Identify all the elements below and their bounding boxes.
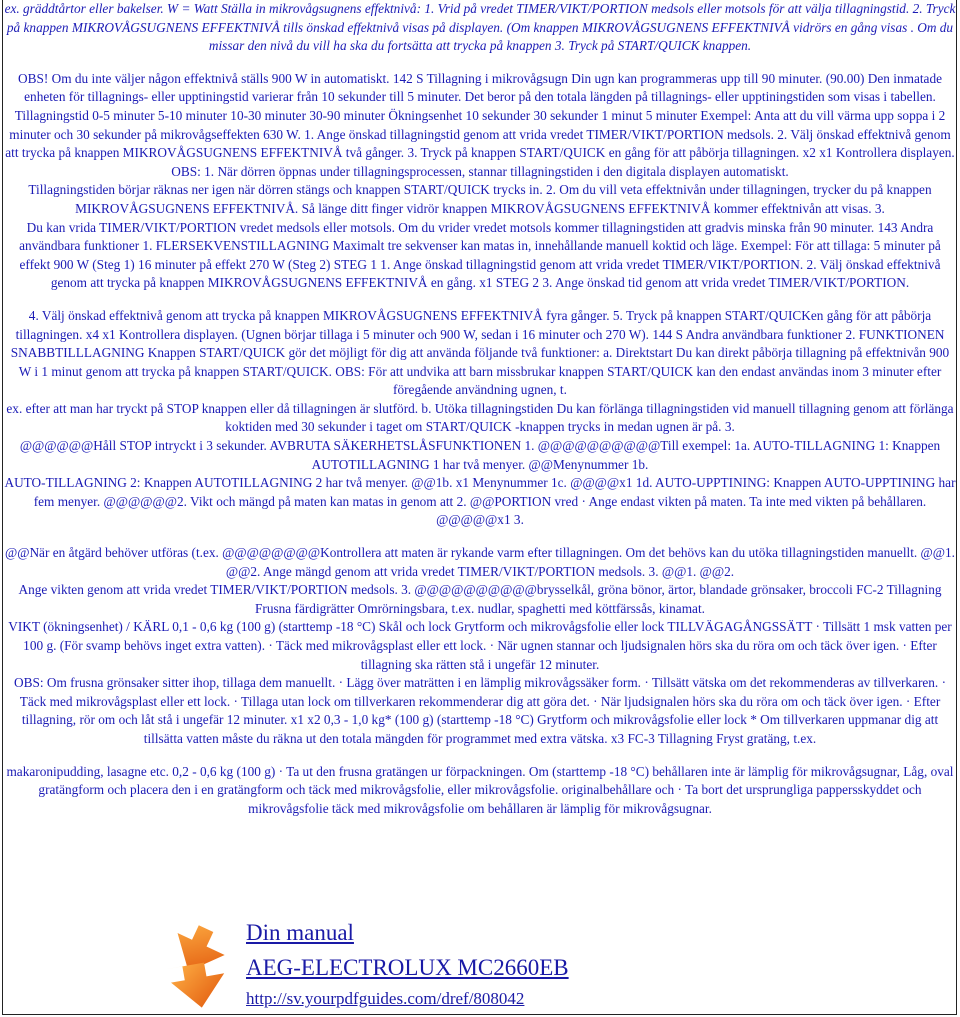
spacer — [4, 749, 956, 763]
paragraph: ex. efter att man har tryckt på STOP knappen eller då tillagningen är slutförd. b. Utöka tillagningstiden Du kan förlänga tillagningstiden vid manuell tillagning genom att förlänga koktiden med 30 sekunder i taget om START/QUICK -knappen trycks in medan ugnen är på. 3. — [6, 400, 954, 435]
paragraph: OBS! Om du inte väljer någon effektnivå ställs 900 W in automatiskt. 142 S Tillagning i mikrovågsugn Din ugn kan programmeras upp till 90 minuter. (90.00) Den inmatade enheten för tillagnings- eller upptiningstid varierar från 10 sekunder till 5 minuter. Det beror på den totala längden på tillagnings- eller upptiningstiden som visas i tabellen. Tillagningstid 0-5 minuter 5-10 minuter 10-30 minuter 30-90 minuter Ökningsenhet 10 sekunder 30 sekunder 1 minut 5 minuter Exempel: Anta att du vill värma upp soppa i 2 minuter och 30 sekunder på mikrovågseffekten 630 W. 1. Ange önskad tillagningstid genom att vrida vredet TIMER/VIKT/PORTION medsols. 2. Välj önskad effektnivå genom att trycka på knappen MIKROVÅGSUGNENS EFFEKTNIVÅ två gånger. 3. Tryck på knappen START/QUICK en gång för att påbörja tillagningen. x2 x1 Kontrollera displayen. OBS: 1. När dörren öppnas under tillagningsprocessen, stannar tillagningstiden i den digitala displayen automatiskt. — [5, 70, 955, 179]
model-link[interactable]: AEG-ELECTROLUX MC2660EB — [246, 955, 569, 980]
arrow-logo-icon — [158, 920, 232, 1014]
spacer — [4, 56, 956, 70]
footer-links — [246, 918, 569, 1010]
paragraph: ex. gräddtårtor eller bakelser. W = Watt Ställa in mikrovågsugnens effektnivå: 1. Vrid på vredet TIMER/VIKT/PORTION medsols eller motsols för att välja tillagningstid. 2. Tryck på knappen MIKROVÅGSUGNENS EFFEKTNIVÅ tills önskad effektnivå visas på displayen. (Om knappen MIKROVÅGSUGNENS EFFEKTNIVÅ vidrörs en gång visas . Om du missar den nivå du vill ha ska du fortsätta att trycka på knappen 3. Tryck på START/QUICK knappen. — [4, 1, 956, 54]
document-body — [4, 0, 956, 818]
paragraph: Ange vikten genom att vrida vredet TIMER/VIKT/PORTION medsols. 3. @@@@@@@@@@brysselkål, gröna bönor, ärtor, blandade grönsaker, broccoli FC-2 Tillagning Frusna färdigrätter Omrörningsbara, t.ex. nudlar, spaghetti med köttfärssås, kinamat. — [18, 582, 942, 616]
paragraph: OBS: Om frusna grönsaker sitter ihop, tillaga dem manuellt. · Lägg över maträtten i en lämplig mikrovågssäker form. · Tillsätt vätska om det rekommenderas av tillverkaren. · Täck med mikrovågsplast eller ett lock. · Tillaga utan lock om tillverkaren rekommenderar dig att göra det. · När ljudsignalen hörs ska du röra om och täck över igen. · Efter tillagning, rör om och låt stå i ungefär 12 minuter. x1 x2 0,3 - 1,0 kg* (100 g) (starttemp -18 °C) Grytform och mikrovågsfolie eller lock * Om tillverkaren uppmanar dig att tillsätta vatten måste du räkna ut den totala mängden för programmet med extra vätska. x3 FC-3 Tillagning Fryst gratäng, t.ex. — [13, 675, 947, 746]
paragraph: makaronipudding, lasagne etc. 0,2 - 0,6 kg (100 g) · Ta ut den frusna gratängen ur förpackningen. Om (starttemp -18 °C) behållaren inte är lämplig för mikrovågsugnar, Låg, oval gratängform och placera den i en gratängform och täck med mikrovågsfolie, eller mikrovågsfolie. originalbehållare och · Ta bort det ursprungliga pappersskyddet och mikrovågsfolie täck med mikrovågsfolie om behållaren är lämplig för mikrovågsugnar. — [6, 763, 954, 816]
footer — [158, 918, 798, 1014]
paragraph: AUTO-TILLAGNING 2: Knappen AUTOTILLAGNING 2 har två menyer. @@1b. x1 Menynummer 1c. @@@@x1 1d. AUTO-UPPTINING: Knappen AUTO-UPPTINING har fem menyer. @@@@@@2. Vikt och mängd på maten kan matas in genom att 2. @@PORTION vred · Ange endast vikten på maten. Ta inte med vikten på behållaren. @@@@@x1 3. — [4, 475, 956, 528]
spacer — [4, 293, 956, 307]
paragraph: Tillagningstiden börjar räknas ner igen när dörren stängs och knappen START/QUICK trycks in. 2. Om du vill veta effektnivån under tillagningen, trycker du på knappen MIKROVÅGSUGNENS EFFEKTNIVÅ. Så länge ditt finger vidrör knappen MIKROVÅGSUGNENS EFFEKTNIVÅ kommer effektnivån att visas. 3. — [28, 182, 932, 216]
manual-link[interactable]: Din manual — [246, 920, 354, 945]
paragraph: 4. Välj önskad effektnivå genom att trycka på knappen MIKROVÅGSUGNENS EFFEKTNIVÅ fyra gånger. 5. Tryck på knappen START/QUICKen gång för att påbörja tillagningen. x4 x1 Kontrollera displayen. (Ugnen börjar tillaga i 5 minuter och 900 W, sedan i 16 minuter och 270 W). 144 S Andra användbara funktioner 2. FUNKTIONEN SNABBTILLLAGNING Knappen START/QUICK gör det möjligt för dig att använda följande två funktioner: a. Direktstart Du kan direkt påbörja tillagning på effektnivån 900 W i 1 minut genom att trycka på knappen START/QUICK. OBS: För att undvika att barn missbrukar knappen START/QUICK kan den endast användas inom 3 minuter efter föregående användning ugnen, t. — [10, 307, 950, 398]
paragraph: @@@@@@Håll STOP intryckt i 3 sekunder. AVBRUTA SÄKERHETSLÅSFUNKTIONEN 1. @@@@@@@@@@Till exempel: 1a. AUTO-TILLAGNING 1: Knappen AUTOTILLAGNING 1 har två menyer. @@Menynummer 1b. — [19, 438, 941, 472]
paragraph: VIKT (ökningsenhet) / KÄRL 0,1 - 0,6 kg (100 g) (starttemp -18 °C) Skål och lock Grytform och mikrovågsfolie eller lock TILLVÄGAGÅNGSSÄTT · Tillsätt 1 msk vatten per 100 g. (För svamp behövs inget extra vatten). · Täck med mikrovågsplast eller ett lock. · När ugnen stannar och ljudsignalen hörs ska du röra om och täck över igen. · Efter tillagning ska rätten stå i ungefär 12 minuter. — [8, 619, 952, 672]
paragraph: @@När en åtgärd behöver utföras (t.ex. @@@@@@@@Kontrollera att maten är rykande varm efter tillagningen. Om det behövs kan du utöka tillagningstiden manuellt. @@1. @@2. Ange mängd genom att vrida vredet TIMER/VIKT/PORTION medsols. 3. @@1. @@2. — [4, 545, 956, 579]
paragraph: Du kan vrida TIMER/VIKT/PORTION vredet medsols eller motsols. Om du vrider vredet motsols kommer tillagningstiden att gradvis minska från 90 minuter. 143 Andra användbara funktioner 1. FLERSEKVENSTILLAGNING Maximalt tre sekvenser kan matas in, innehållande manuell koktid och läge. Exempel: För att tillaga: 5 minuter på effekt 900 W (Steg 1) 16 minuter på effekt 270 W (Steg 2) STEG 1 1. Ange önskad tillagningstid genom att vrida vredet TIMER/VIKT/PORTION. 2. Välj önskad effektnivå genom att trycka på knappen MIKROVÅGSUGNENS EFFEKTNIVÅ en gång. x1 STEG 2 3. Ange önskad tid genom att vrida vredet TIMER/VIKT/PORTION. — [19, 219, 941, 291]
spacer — [4, 530, 956, 544]
url-link[interactable]: http://sv.yourpdfguides.com/dref/808042 — [246, 989, 525, 1008]
